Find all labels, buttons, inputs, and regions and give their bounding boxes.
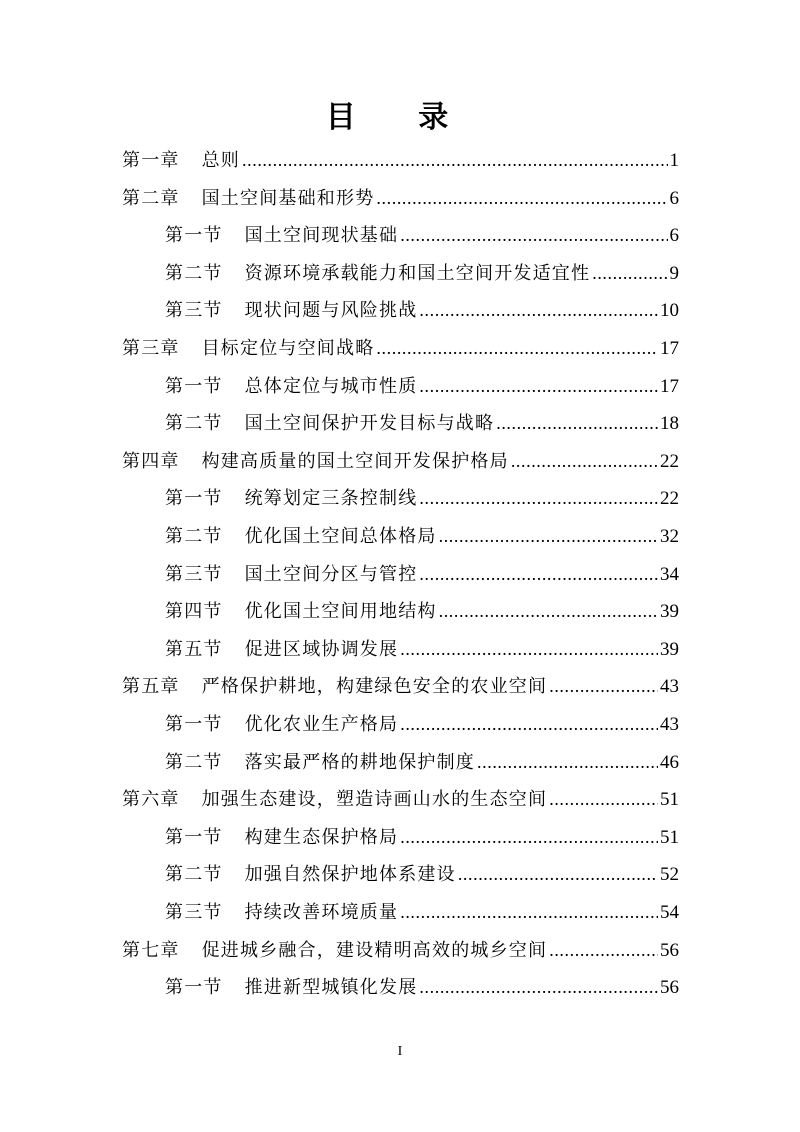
toc-entry-label: 第五章	[122, 676, 180, 698]
toc-entry-section[interactable]	[165, 822, 679, 852]
toc-entry-page-number: 17	[660, 375, 679, 397]
toc-entry-page-number: 9	[669, 262, 679, 284]
toc-entry-title: 国土空间分区与管控	[244, 563, 418, 585]
dot-leader	[400, 822, 658, 852]
toc-entry-title: 资源环境承载能力和国土空间开发适宜性	[244, 262, 591, 284]
dot-leader	[477, 747, 658, 777]
toc-entry-title: 落实最严格的耕地保护制度	[244, 751, 476, 773]
dot-leader	[592, 258, 667, 288]
toc-entry-title: 促进区域协调发展	[244, 638, 399, 660]
page-title: 目 录	[325, 100, 475, 135]
toc-entry-page-number: 43	[660, 676, 679, 698]
toc-entry-title: 加强自然保护地体系建设	[244, 864, 456, 886]
toc-entry-label: 第一节	[165, 375, 223, 397]
toc-entry-section[interactable]	[165, 559, 679, 589]
toc-entry-page-number: 54	[660, 902, 679, 923]
toc-entry-page-number: 46	[660, 751, 679, 773]
dot-leader	[376, 183, 667, 213]
toc-entry-title: 总则	[201, 150, 241, 171]
toc-entry-label: 第一节	[165, 225, 223, 247]
toc-entry-page-number: 43	[660, 714, 679, 735]
toc-entry-label: 第一节	[165, 488, 223, 510]
toc-entry-page-number: 51	[660, 789, 679, 811]
toc-entry-section[interactable]	[165, 859, 679, 889]
toc-entry-section[interactable]	[165, 596, 679, 626]
toc-entry-page-number: 6	[669, 225, 679, 247]
dot-leader	[458, 859, 658, 889]
page-number-footer: I	[397, 1044, 403, 1059]
toc-entry-title: 目标定位与空间战略	[201, 338, 375, 359]
toc-entry-page-number: 22	[660, 488, 679, 510]
toc-entry-label: 第七章	[122, 939, 180, 961]
toc-entry-title: 总体定位与城市性质	[244, 375, 418, 397]
dot-leader	[439, 596, 658, 626]
toc-entry-page-number: 1	[669, 150, 679, 171]
dot-leader	[419, 559, 658, 589]
toc-entry-title: 持续改善环境质量	[244, 902, 399, 923]
dot-leader	[419, 483, 658, 513]
dot-leader	[400, 709, 658, 739]
toc-entry-page-number: 39	[660, 601, 679, 623]
toc-entry-title: 国土空间基础和形势	[201, 187, 375, 209]
toc-entry-section[interactable]	[165, 897, 679, 927]
toc-entry-chapter[interactable]	[122, 935, 679, 965]
toc-entry-title: 促进城乡融合，建设精明高效的城乡空间	[201, 939, 548, 961]
toc-entry-label: 第三节	[165, 902, 223, 923]
toc-entry-section[interactable]	[165, 634, 679, 664]
toc-entry-label: 第三节	[165, 563, 223, 585]
toc-entry-label: 第一节	[165, 977, 223, 999]
toc-entry-chapter[interactable]	[122, 145, 679, 175]
dot-leader	[419, 972, 658, 1002]
dot-leader	[439, 521, 658, 551]
toc-entry-page-number: 39	[660, 638, 679, 660]
toc-entry-page-number: 32	[660, 526, 679, 547]
toc-entry-page-number: 34	[660, 563, 679, 585]
toc-entry-page-number: 22	[660, 450, 679, 472]
dot-leader	[511, 446, 658, 476]
dot-leader	[242, 145, 667, 175]
toc-entry-title: 严格保护耕地，构建绿色安全的农业空间	[201, 676, 548, 698]
toc-entry-chapter[interactable]	[122, 784, 679, 814]
toc-entry-title: 构建高质量的国土空间开发保护格局	[201, 450, 509, 472]
toc-entry-label: 第四章	[122, 450, 180, 472]
toc-entry-label: 第二节	[165, 526, 223, 547]
dot-leader	[419, 371, 658, 401]
toc-entry-title: 优化农业生产格局	[244, 714, 399, 735]
toc-entry-title: 加强生态建设，塑造诗画山水的生态空间	[201, 789, 548, 811]
toc-entry-label: 第一节	[165, 714, 223, 735]
toc-entry-chapter[interactable]	[122, 183, 679, 213]
dot-leader	[419, 295, 658, 325]
dot-leader	[400, 897, 658, 927]
toc-entry-page-number: 18	[660, 413, 679, 435]
toc-entry-section[interactable]	[165, 483, 679, 513]
toc-entry-label: 第二节	[165, 864, 223, 886]
dot-leader	[549, 935, 658, 965]
toc-entry-label: 第三节	[165, 300, 223, 322]
toc-entry-title: 推进新型城镇化发展	[244, 977, 418, 999]
toc-entry-label: 第二章	[122, 187, 180, 209]
toc-entry-label: 第六章	[122, 789, 180, 811]
toc-entry-section[interactable]	[165, 408, 679, 438]
toc-entry-page-number: 56	[660, 939, 679, 961]
dot-leader	[496, 408, 658, 438]
toc-entry-title: 统筹划定三条控制线	[244, 488, 418, 510]
toc-entry-label: 第四节	[165, 601, 223, 623]
dot-leader	[376, 333, 658, 363]
toc-entry-label: 第二节	[165, 262, 223, 284]
toc-entry-title: 国土空间现状基础	[244, 225, 399, 247]
toc-entry-title: 优化国土空间总体格局	[244, 526, 437, 547]
toc-entry-chapter[interactable]	[122, 333, 679, 363]
toc-entry-page-number: 56	[660, 977, 679, 999]
toc-entry-title: 构建生态保护格局	[244, 826, 399, 848]
toc-entry-section[interactable]	[165, 709, 679, 739]
toc-entry-page-number: 52	[660, 864, 679, 886]
toc-entry-title: 国土空间保护开发目标与战略	[244, 413, 495, 435]
toc-entry-label: 第三章	[122, 338, 180, 359]
toc-entry-title: 现状问题与风险挑战	[244, 300, 418, 322]
toc-entry-page-number: 51	[660, 826, 679, 848]
dot-leader	[400, 634, 658, 664]
toc-entry-label: 第五节	[165, 638, 223, 660]
toc-entry-label: 第一章	[122, 150, 180, 171]
toc-entry-label: 第一节	[165, 826, 223, 848]
toc-entry-section[interactable]	[165, 258, 679, 288]
dot-leader	[549, 671, 658, 701]
toc-entry-section[interactable]	[165, 747, 679, 777]
toc-entry-page-number: 17	[660, 338, 679, 359]
toc-entry-chapter[interactable]	[122, 446, 679, 476]
toc-entry-chapter[interactable]	[122, 671, 679, 701]
dot-leader	[400, 220, 667, 250]
toc-entry-page-number: 6	[669, 187, 679, 209]
toc-entry-section[interactable]	[165, 295, 679, 325]
toc-entry-section[interactable]	[165, 972, 679, 1002]
toc-entry-page-number: 10	[660, 300, 679, 322]
toc-entry-label: 第二节	[165, 413, 223, 435]
toc-entry-title: 优化国土空间用地结构	[244, 601, 437, 623]
dot-leader	[549, 784, 658, 814]
toc-entry-section[interactable]	[165, 371, 679, 401]
toc-entry-section[interactable]	[165, 521, 679, 551]
toc-entry-label: 第二节	[165, 751, 223, 773]
toc-entry-section[interactable]	[165, 220, 679, 250]
